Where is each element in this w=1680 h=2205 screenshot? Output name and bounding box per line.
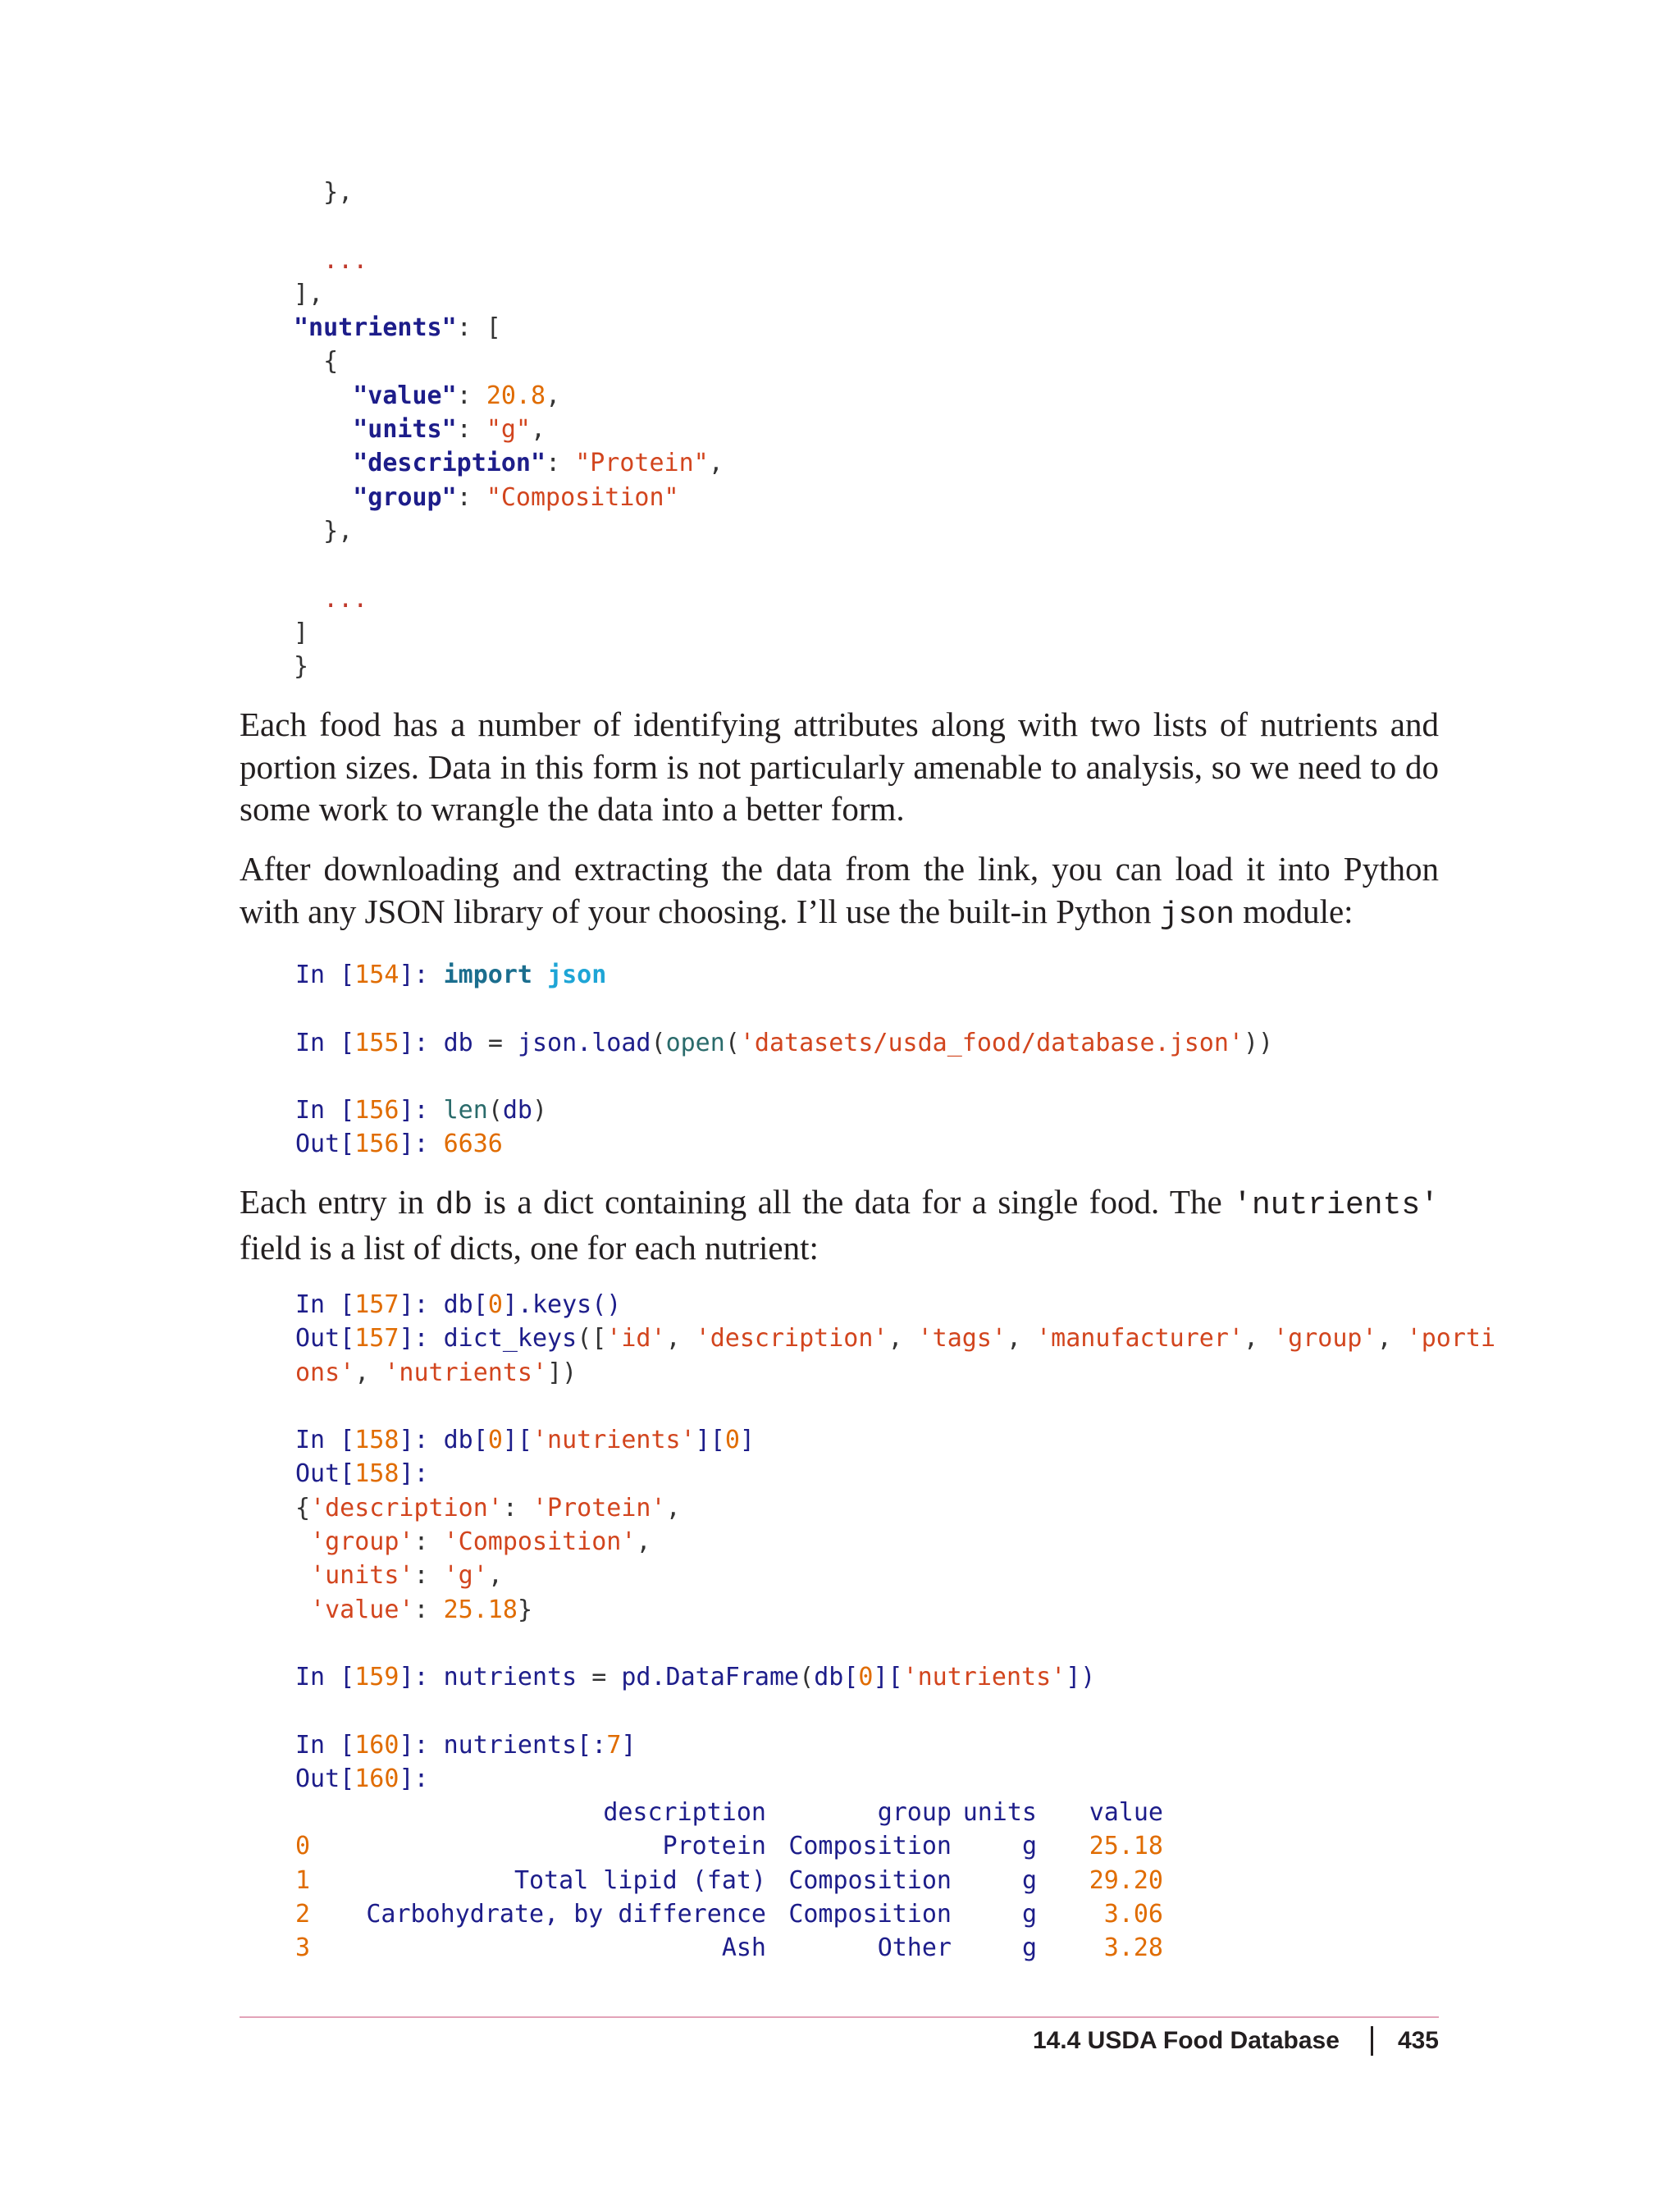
footer-section-title: 14.4 USDA Food Database — [1032, 2027, 1340, 2054]
code-token: { — [323, 347, 339, 377]
code-token: ... — [323, 584, 368, 614]
json-code-block-main: }, ... ], "nutrients": [ { "value": 20.8, "units": "g", "description": "Protein", "group": "Composition" }, ... ] — [294, 178, 724, 647]
json-closing-brace: } — [294, 652, 309, 681]
code-token: "g" — [486, 415, 531, 445]
code-cells-154-156: In [154]: import json In [155]: db = json.load(open('datasets/usda_food/database.json')) In [156]: len(db) Out[156]: 6636 — [295, 961, 1274, 1159]
code-token: "Protein" — [575, 449, 709, 478]
table-row: 0 Protein Composition g 25.18 — [295, 1832, 1163, 1861]
column-header: units — [962, 1798, 1037, 1827]
code-token: 20.8 — [486, 381, 546, 410]
page-number: 435 — [1397, 2027, 1439, 2054]
code-token: "value" — [353, 381, 457, 410]
table-row: 1 Total lipid (fat) Composition g 29.20 — [295, 1865, 1163, 1895]
code-cells-157-160: In [157]: db[0].keys() Out[157]: dict_keys(['id', 'description', 'tags', 'manufacturer', 'group', 'porti ons', 'nutrients']) In [158]: db[0]['nutrients'][0] Out[158]: {'description': 'Protein', 'group': 'Composition', 'units': 'g', 'value': 25.18} In [159]: nutrients = pd.DataFrame(db[0]['nutrients']) In [160]: nutrients[:7] Out[160]: — [295, 1290, 1496, 1794]
code-token: }, — [323, 516, 354, 546]
paragraph-db-entry: Each entry in db is a dict containing all the data for a single food. The 'nutrients' field is a list of dicts, one for each nutrient: — [240, 1183, 1439, 1267]
code-token: "description" — [353, 449, 546, 478]
table-row: 2 Carbohydrate, by difference Composition g 3.06 — [295, 1899, 1163, 1929]
code-token: "units" — [353, 415, 457, 445]
footer-divider — [1371, 2026, 1373, 2056]
table-header-row — [295, 1796, 1163, 1829]
page-footer — [1033, 2026, 1439, 2056]
inline-code: db — [435, 1188, 473, 1223]
code-token: ... — [323, 245, 368, 275]
code-token: ] — [294, 618, 309, 647]
code-token: ], — [294, 279, 324, 308]
footer-rule — [240, 2016, 1439, 2018]
inline-code: 'nutrients' — [1233, 1188, 1439, 1223]
column-header: group — [877, 1798, 952, 1827]
dataframe-output — [295, 1796, 1163, 1965]
column-header: value — [1089, 1798, 1163, 1827]
paragraph-food-attributes: Each food has a number of identifying attributes along with two lists of nutrients and portion sizes. Data in this form is not particularly amenable to analysis, so we need to do some work to wrangle the data into a better form. — [240, 705, 1439, 828]
code-token: "nutrients" — [294, 313, 457, 343]
code-line: }, — [323, 178, 354, 207]
column-header: description — [603, 1798, 766, 1827]
table-row: 3 Ash Other g 3.28 — [295, 1933, 1163, 1963]
inline-code: json — [1159, 897, 1235, 933]
code-token: "group" — [353, 482, 457, 512]
paragraph-loading-data: After downloading and extracting the data from the link, you can load it into Python with any JSON library of your choosing. I’ll use the built-in Python json module: — [240, 850, 1439, 933]
code-token: "Composition" — [486, 482, 679, 512]
